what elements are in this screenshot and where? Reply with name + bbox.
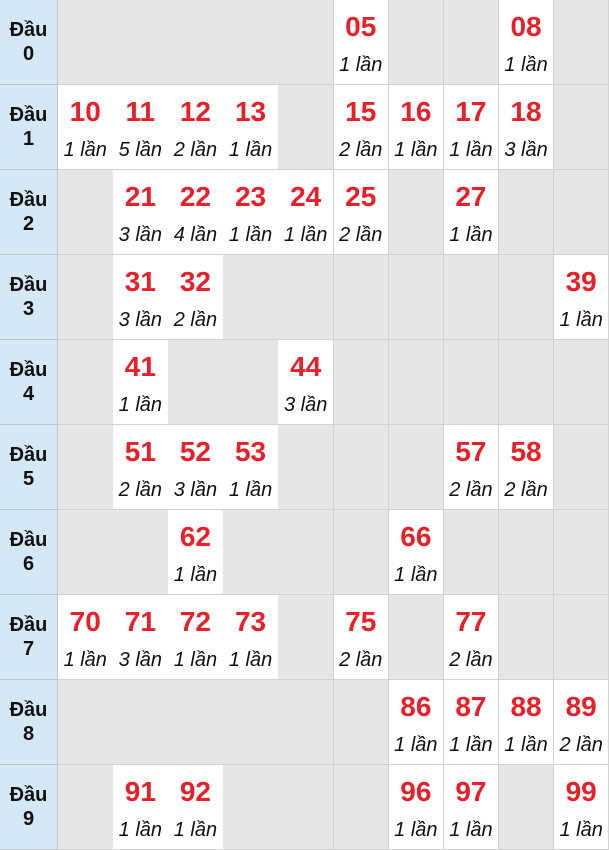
lottery-number: 24	[290, 181, 322, 212]
empty-cell	[389, 0, 445, 85]
occurrence-count: 1 lần	[228, 224, 273, 246]
empty-cell	[444, 0, 500, 85]
occurrence-count: 1 lần	[504, 54, 548, 76]
lottery-number: 86	[400, 691, 432, 722]
lottery-number: 52	[179, 436, 212, 467]
number-cell	[334, 170, 390, 255]
row-label-digit: 8	[22, 723, 35, 745]
number-cell	[389, 85, 445, 170]
row-label-digit: 2	[22, 213, 35, 235]
number-cell	[444, 765, 500, 850]
number-cell	[223, 85, 279, 170]
empty-cell	[278, 765, 334, 850]
row-label-prefix: Đầu	[9, 444, 48, 466]
occurrence-count: 1 lần	[394, 734, 438, 756]
occurrence-count: 2 lần	[339, 649, 383, 671]
empty-cell	[554, 170, 609, 255]
occurrence-count: 1 lần	[449, 819, 493, 841]
empty-cell	[168, 680, 224, 765]
occurrence-count: 1 lần	[228, 649, 273, 671]
number-cell	[58, 85, 114, 170]
lottery-number: 12	[179, 96, 212, 127]
empty-cell	[223, 255, 279, 340]
empty-cell	[168, 0, 224, 85]
lottery-number: 51	[124, 436, 156, 467]
lottery-number: 32	[179, 266, 212, 297]
empty-cell	[168, 340, 224, 425]
lottery-number: 25	[345, 181, 377, 212]
empty-cell	[113, 0, 169, 85]
empty-cell	[389, 425, 445, 510]
occurrence-count: 2 lần	[173, 309, 218, 331]
lottery-number: 39	[565, 266, 597, 297]
occurrence-count: 1 lần	[449, 139, 493, 161]
row-label	[0, 510, 58, 595]
occurrence-count: 2 lần	[339, 139, 383, 161]
number-cell	[168, 85, 224, 170]
occurrence-count: 1 lần	[449, 224, 493, 246]
empty-cell	[389, 340, 445, 425]
lottery-number: 10	[69, 96, 101, 127]
lottery-number: 31	[124, 266, 156, 297]
occurrence-count: 2 lần	[449, 479, 493, 501]
lottery-number: 18	[510, 96, 542, 127]
row-label	[0, 0, 58, 85]
occurrence-count: 1 lần	[228, 139, 273, 161]
lottery-number: 89	[565, 691, 597, 722]
number-cell	[389, 510, 445, 595]
number-cell	[499, 0, 555, 85]
empty-cell	[278, 510, 334, 595]
lottery-number: 62	[179, 521, 212, 552]
lottery-number: 91	[124, 776, 156, 807]
number-cell	[223, 595, 279, 680]
empty-cell	[58, 255, 114, 340]
row-dau-1	[0, 85, 609, 170]
occurrence-count: 2 lần	[173, 139, 218, 161]
number-cell	[444, 425, 500, 510]
lottery-number: 11	[125, 96, 156, 127]
empty-cell	[58, 340, 114, 425]
number-cell	[168, 510, 224, 595]
row-label-digit: 0	[22, 43, 35, 65]
empty-cell	[554, 425, 609, 510]
occurrence-count: 5 lần	[118, 139, 163, 161]
number-cell	[389, 765, 445, 850]
occurrence-count: 1 lần	[394, 139, 438, 161]
row-dau-5	[0, 425, 609, 510]
lottery-number: 57	[455, 436, 487, 467]
number-cell	[444, 85, 500, 170]
empty-cell	[113, 510, 169, 595]
lottery-number: 23	[234, 181, 267, 212]
lottery-number: 66	[400, 521, 432, 552]
empty-cell	[58, 170, 114, 255]
occurrence-count: 1 lần	[339, 54, 383, 76]
number-cell	[58, 595, 114, 680]
row-dau-0	[0, 0, 609, 85]
number-cell	[444, 680, 500, 765]
empty-cell	[278, 595, 334, 680]
number-cell	[334, 595, 390, 680]
occurrence-count: 3 lần	[118, 649, 163, 671]
number-cell	[444, 170, 500, 255]
occurrence-count: 1 lần	[173, 564, 218, 586]
occurrence-count: 2 lần	[449, 649, 493, 671]
empty-cell	[389, 170, 445, 255]
row-label	[0, 170, 58, 255]
lottery-number: 44	[290, 351, 322, 382]
row-label-prefix: Đầu	[9, 614, 48, 636]
number-cell	[168, 765, 224, 850]
row-label-digit: 6	[22, 553, 35, 575]
occurrence-count: 4 lần	[173, 224, 218, 246]
lottery-number: 97	[455, 776, 487, 807]
empty-cell	[113, 680, 169, 765]
row-label-prefix: Đầu	[9, 19, 48, 41]
occurrence-count: 3 lần	[504, 139, 548, 161]
number-cell	[113, 255, 169, 340]
empty-cell	[499, 510, 555, 595]
row-label-digit: 1	[22, 128, 35, 150]
empty-cell	[278, 85, 334, 170]
lottery-number: 15	[345, 96, 377, 127]
number-cell	[113, 595, 169, 680]
row-label	[0, 680, 58, 765]
occurrence-count: 1 lần	[394, 564, 438, 586]
occurrence-count: 1 lần	[394, 819, 438, 841]
number-cell	[334, 85, 390, 170]
empty-cell	[554, 595, 609, 680]
empty-cell	[499, 765, 555, 850]
empty-cell	[554, 85, 609, 170]
empty-cell	[278, 680, 334, 765]
occurrence-count: 1 lần	[173, 649, 218, 671]
lottery-number: 72	[179, 606, 212, 637]
number-cell	[223, 425, 279, 510]
lottery-number: 17	[455, 96, 487, 127]
lottery-number: 21	[124, 181, 156, 212]
lottery-number: 13	[234, 96, 267, 127]
row-label-digit: 5	[22, 468, 35, 490]
occurrence-count: 3 lần	[283, 394, 328, 416]
number-cell	[444, 595, 500, 680]
row-label	[0, 85, 58, 170]
lottery-number: 71	[124, 606, 156, 637]
row-dau-8	[0, 680, 609, 765]
lottery-number: 27	[455, 181, 487, 212]
number-cell	[168, 425, 224, 510]
empty-cell	[499, 170, 555, 255]
number-cell	[554, 680, 609, 765]
number-cell	[113, 765, 169, 850]
empty-cell	[58, 0, 114, 85]
empty-cell	[58, 425, 114, 510]
number-cell	[168, 255, 224, 340]
lottery-number: 22	[179, 181, 212, 212]
lottery-number: 87	[455, 691, 487, 722]
row-label-prefix: Đầu	[9, 699, 48, 721]
row-label-prefix: Đầu	[9, 529, 48, 551]
number-cell	[278, 340, 334, 425]
occurrence-count: 1 lần	[63, 649, 107, 671]
lottery-number: 88	[510, 691, 542, 722]
empty-cell	[554, 0, 609, 85]
number-cell	[554, 765, 609, 850]
number-cell	[499, 85, 555, 170]
occurrence-count: 1 lần	[63, 139, 107, 161]
row-dau-9	[0, 765, 609, 850]
empty-cell	[223, 680, 279, 765]
number-cell	[554, 255, 609, 340]
number-cell	[334, 0, 390, 85]
row-label-digit: 4	[22, 383, 35, 405]
number-cell	[389, 680, 445, 765]
empty-cell	[554, 510, 609, 595]
occurrence-count: 2 lần	[339, 224, 383, 246]
number-cell	[113, 340, 169, 425]
occurrence-count: 1 lần	[504, 734, 548, 756]
empty-cell	[554, 340, 609, 425]
empty-cell	[444, 510, 500, 595]
row-label-digit: 7	[22, 638, 35, 660]
empty-cell	[389, 255, 445, 340]
empty-cell	[334, 680, 390, 765]
empty-cell	[334, 255, 390, 340]
empty-cell	[499, 255, 555, 340]
occurrence-count: 1 lần	[559, 819, 603, 841]
row-label	[0, 595, 58, 680]
lottery-number: 58	[510, 436, 542, 467]
lottery-number: 73	[234, 606, 267, 637]
empty-cell	[334, 340, 390, 425]
number-cell	[223, 170, 279, 255]
row-dau-3	[0, 255, 609, 340]
empty-cell	[223, 510, 279, 595]
empty-cell	[334, 765, 390, 850]
empty-cell	[223, 340, 279, 425]
row-label	[0, 425, 58, 510]
number-cell	[168, 170, 224, 255]
number-cell	[168, 595, 224, 680]
occurrence-count: 2 lần	[559, 734, 603, 756]
row-label-prefix: Đầu	[9, 784, 48, 806]
row-label-prefix: Đầu	[9, 359, 48, 381]
occurrence-count: 1 lần	[559, 309, 603, 331]
empty-cell	[444, 340, 500, 425]
row-label-prefix: Đầu	[9, 274, 48, 296]
occurrence-count: 3 lần	[118, 309, 163, 331]
lottery-number: 16	[400, 96, 432, 127]
row-label	[0, 255, 58, 340]
empty-cell	[58, 680, 114, 765]
occurrence-count: 3 lần	[173, 479, 218, 501]
row-label-prefix: Đầu	[9, 104, 48, 126]
empty-cell	[444, 255, 500, 340]
occurrence-count: 1 lần	[283, 224, 328, 246]
occurrence-count: 1 lần	[228, 479, 273, 501]
lottery-number: 99	[565, 776, 597, 807]
lottery-number: 41	[124, 351, 156, 382]
empty-cell	[223, 765, 279, 850]
number-cell	[499, 680, 555, 765]
occurrence-count: 3 lần	[118, 224, 163, 246]
lottery-number: 96	[400, 776, 432, 807]
row-label	[0, 340, 58, 425]
number-cell	[113, 170, 169, 255]
empty-cell	[278, 255, 334, 340]
empty-cell	[58, 510, 114, 595]
lottery-number: 92	[179, 776, 212, 807]
empty-cell	[58, 765, 114, 850]
lottery-number: 70	[69, 606, 101, 637]
empty-cell	[334, 510, 390, 595]
row-label-digit: 3	[22, 298, 35, 320]
empty-cell	[499, 595, 555, 680]
occurrence-count: 2 lần	[118, 479, 163, 501]
number-cell	[113, 425, 169, 510]
number-cell	[499, 425, 555, 510]
empty-cell	[334, 425, 390, 510]
empty-cell	[278, 0, 334, 85]
empty-cell	[499, 340, 555, 425]
number-cell	[278, 170, 334, 255]
lottery-number: 75	[345, 606, 377, 637]
lottery-number: 05	[345, 11, 377, 42]
row-dau-7	[0, 595, 609, 680]
occurrence-count: 1 lần	[173, 819, 218, 841]
row-dau-4	[0, 340, 609, 425]
lottery-number: 53	[234, 436, 267, 467]
row-dau-6	[0, 510, 609, 595]
empty-cell	[278, 425, 334, 510]
row-label-digit: 9	[22, 808, 35, 830]
row-label	[0, 765, 58, 850]
occurrence-count: 1 lần	[118, 819, 163, 841]
empty-cell	[389, 595, 445, 680]
occurrence-count: 1 lần	[118, 394, 163, 416]
row-label-prefix: Đầu	[9, 189, 48, 211]
empty-cell	[223, 0, 279, 85]
lottery-number: 08	[510, 11, 542, 42]
row-dau-2	[0, 170, 609, 255]
occurrence-count: 1 lần	[449, 734, 493, 756]
lottery-number: 77	[455, 606, 487, 637]
occurrence-count: 2 lần	[504, 479, 548, 501]
number-cell	[113, 85, 169, 170]
